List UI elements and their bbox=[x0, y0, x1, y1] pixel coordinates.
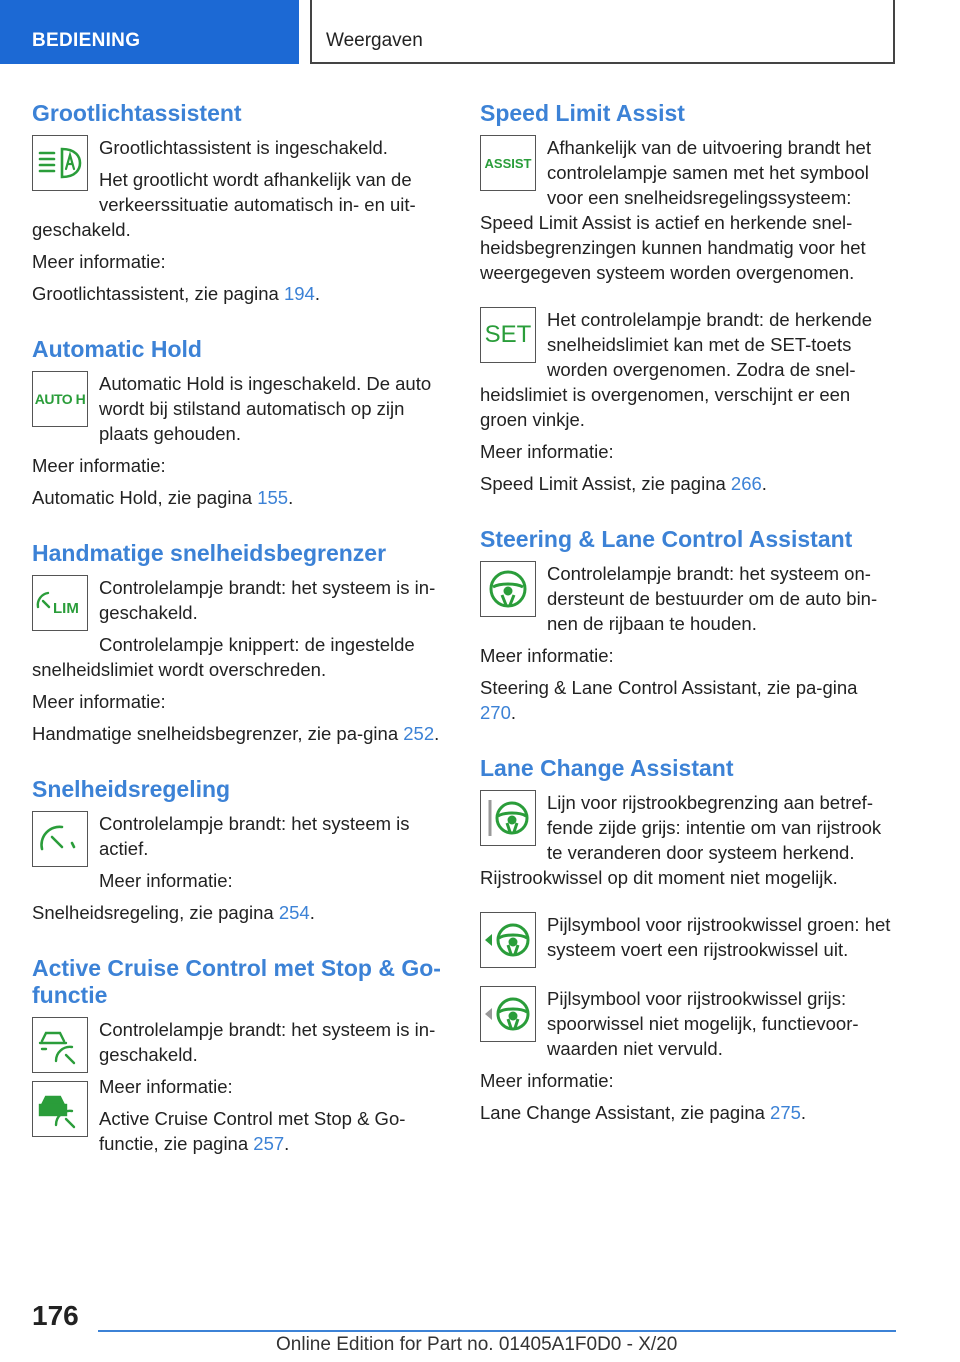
reference-text: Speed Limit Assist, zie pagina bbox=[480, 473, 731, 494]
section-title: Steering & Lane Control Assistant bbox=[480, 526, 853, 552]
icon-paragraph bbox=[480, 912, 892, 972]
paragraph: Automatic Hold is ingeschakeld. De auto wordt bij stilstand automatisch op zijn plaats gehouden. bbox=[99, 373, 432, 444]
more-info-label: Meer informatie: bbox=[99, 870, 233, 891]
header-section: BEDIENING bbox=[32, 30, 141, 51]
steering-wheel-icon bbox=[480, 561, 536, 617]
page-link[interactable]: 257 bbox=[253, 1133, 285, 1154]
icon-label: AUTO H bbox=[34, 391, 86, 407]
reference-text: Steering & Lane Control Assistant, zie pa-gina bbox=[480, 677, 858, 698]
page-link[interactable]: 155 bbox=[257, 487, 289, 508]
page-number: 176 bbox=[32, 1300, 79, 1331]
left-column bbox=[32, 100, 448, 1186]
paragraph: Grootlichtassistent is ingeschakeld. bbox=[99, 137, 388, 158]
paragraph: Controlelampje brandt: het systeem on-dersteunt de bestuurder om de auto bin-nen de rijbaan te houden. bbox=[547, 563, 878, 634]
icon-paragraph bbox=[32, 371, 448, 446]
page-link[interactable]: 266 bbox=[730, 473, 762, 494]
paragraph: Pijlsymbool voor rijstrookwissel grijs: spoorwissel niet mogelijk, functievoor-waarden niet vervuld. bbox=[547, 988, 859, 1059]
reference: Steering & Lane Control Assistant, zie pa-gina 270. bbox=[480, 677, 858, 723]
reference-text: Snelheidsregeling, zie pagina bbox=[32, 902, 279, 923]
section-title: Snelheidsregeling bbox=[32, 776, 231, 802]
footer-edition: Online Edition for Part no. 01405A1F0D0 - X/20 bbox=[276, 1334, 678, 1355]
reference: Grootlichtassistent, zie pagina 194. bbox=[32, 283, 320, 304]
section-high-beam-assist bbox=[32, 100, 448, 306]
header-section-tab bbox=[0, 0, 299, 64]
reference-text: Lane Change Assistant, zie pagina bbox=[480, 1102, 771, 1123]
lane-change-grey-arrow-icon bbox=[480, 986, 536, 1042]
icon-paragraph bbox=[32, 575, 448, 682]
more-info-label: Meer informatie: bbox=[32, 691, 166, 712]
section-title: Grootlichtassistent bbox=[32, 100, 242, 126]
page-link[interactable]: 194 bbox=[283, 283, 315, 304]
page-link[interactable]: 275 bbox=[770, 1102, 801, 1123]
lane-change-green-arrow-icon bbox=[480, 912, 536, 968]
section-speed-limit-assist bbox=[480, 100, 892, 496]
icon-label: SET bbox=[484, 321, 532, 348]
icon-paragraph bbox=[480, 561, 892, 636]
paragraph: Het controlelampje brandt: de herkende snelheidslimiet kan met de SET-toets worden overgenomen. Zodra de snel-heidslimiet is overgenomen, verschijnt er een groen vinkje. bbox=[480, 309, 872, 430]
header-chapter: Weergaven bbox=[326, 30, 423, 51]
more-info-label: Meer informatie: bbox=[32, 455, 166, 476]
page-link[interactable]: 252 bbox=[403, 723, 435, 744]
reference: Speed Limit Assist, zie pagina 266. bbox=[480, 473, 767, 494]
more-info-label: Meer informatie: bbox=[99, 1076, 233, 1097]
auto-hold-icon bbox=[32, 371, 88, 427]
high-beam-assist-icon bbox=[32, 135, 88, 191]
section-speed-limiter bbox=[32, 540, 448, 746]
icon-paragraph bbox=[32, 135, 448, 242]
paragraph: Het grootlicht wordt afhankelijk van de verkeerssituatie automatisch in- en uit-geschakeld. bbox=[32, 169, 416, 240]
section-steering-lane-control bbox=[480, 526, 892, 725]
section-title: Handmatige snelheidsbegrenzer bbox=[32, 540, 387, 566]
more-info-label: Meer informatie: bbox=[480, 1070, 614, 1091]
section-cruise-control bbox=[32, 776, 448, 925]
reference-text: Handmatige snelheidsbegrenzer, zie pa-gina bbox=[32, 723, 404, 744]
section-title: Speed Limit Assist bbox=[480, 100, 685, 126]
right-column bbox=[480, 100, 892, 1155]
icon-paragraph bbox=[480, 307, 892, 432]
paragraph: Controlelampje brandt: het systeem is in-geschakeld. bbox=[99, 1019, 436, 1065]
speed-limiter-icon bbox=[32, 575, 88, 631]
paragraph: Pijlsymbool voor rijstrookwissel groen: het systeem voert een rijstrookwissel uit. bbox=[547, 914, 891, 960]
paragraph: Controlelampje brandt: het systeem is in-geschakeld. bbox=[99, 577, 436, 623]
svg-text:LIM: LIM bbox=[53, 600, 79, 617]
footer-divider bbox=[98, 1330, 896, 1332]
reference-text: Active Cruise Control met Stop & Go-functie, zie pagina bbox=[99, 1108, 406, 1154]
more-info-label: Meer informatie: bbox=[480, 645, 614, 666]
section-title: Active Cruise Control met Stop & Go-functie bbox=[32, 955, 441, 1008]
icon-paragraph bbox=[32, 1017, 448, 1156]
active-cruise-control-icon bbox=[32, 1017, 88, 1073]
active-cruise-control-active-icon bbox=[32, 1081, 88, 1137]
header-chapter-box bbox=[310, 0, 895, 64]
icon-paragraph bbox=[480, 790, 892, 890]
paragraph: Afhankelijk van de uitvoering brandt het controlelampje samen met het symbool voor een snelheidsregelingssysteem: Speed Limit Assist is actief en herkende snel-heidsbegrenzingen kunnen handmatig voor het weergegeven systeem worden overgenomen. bbox=[480, 137, 871, 283]
paragraph: Lijn voor rijstrookbegrenzing aan betref-fende zijde grijs: intentie om van rijstrook te veranderen door systeem herkend. Rijstrookwissel op dit moment niet mogelijk. bbox=[480, 792, 882, 888]
section-lane-change-assistant bbox=[480, 755, 892, 1125]
icon-label: ASSIST bbox=[484, 155, 532, 171]
paragraph: Controlelampje brandt: het systeem is actief. bbox=[99, 813, 410, 859]
speed-limit-assist-icon bbox=[480, 135, 536, 191]
reference-text: Automatic Hold, zie pagina bbox=[32, 487, 258, 508]
icon-paragraph bbox=[480, 986, 892, 1061]
more-info-label: Meer informatie: bbox=[32, 251, 166, 272]
reference: Snelheidsregeling, zie pagina 254. bbox=[32, 902, 315, 923]
icon-paragraph bbox=[480, 135, 892, 285]
page-link[interactable]: 254 bbox=[278, 902, 310, 923]
reference: Active Cruise Control met Stop & Go-functie, zie pagina 257. bbox=[99, 1108, 406, 1154]
section-title: Lane Change Assistant bbox=[480, 755, 734, 781]
more-info-label: Meer informatie: bbox=[480, 441, 614, 462]
page-link[interactable]: 270 bbox=[480, 702, 511, 723]
section-active-cruise-control bbox=[32, 955, 448, 1156]
lane-change-grey-line-icon bbox=[480, 790, 536, 846]
reference: Lane Change Assistant, zie pagina 275. bbox=[480, 1102, 807, 1123]
reference: Handmatige snelheidsbegrenzer, zie pa-gina 252. bbox=[32, 723, 440, 744]
section-title: Automatic Hold bbox=[32, 336, 202, 362]
set-icon bbox=[480, 307, 536, 363]
reference: Automatic Hold, zie pagina 155. bbox=[32, 487, 294, 508]
reference-text: Grootlichtassistent, zie pagina bbox=[32, 283, 284, 304]
cruise-control-icon bbox=[32, 811, 88, 867]
paragraph: Controlelampje knippert: de ingestelde snelheidslimiet wordt overschreden. bbox=[32, 634, 415, 680]
icon-paragraph bbox=[32, 811, 448, 893]
section-automatic-hold bbox=[32, 336, 448, 510]
